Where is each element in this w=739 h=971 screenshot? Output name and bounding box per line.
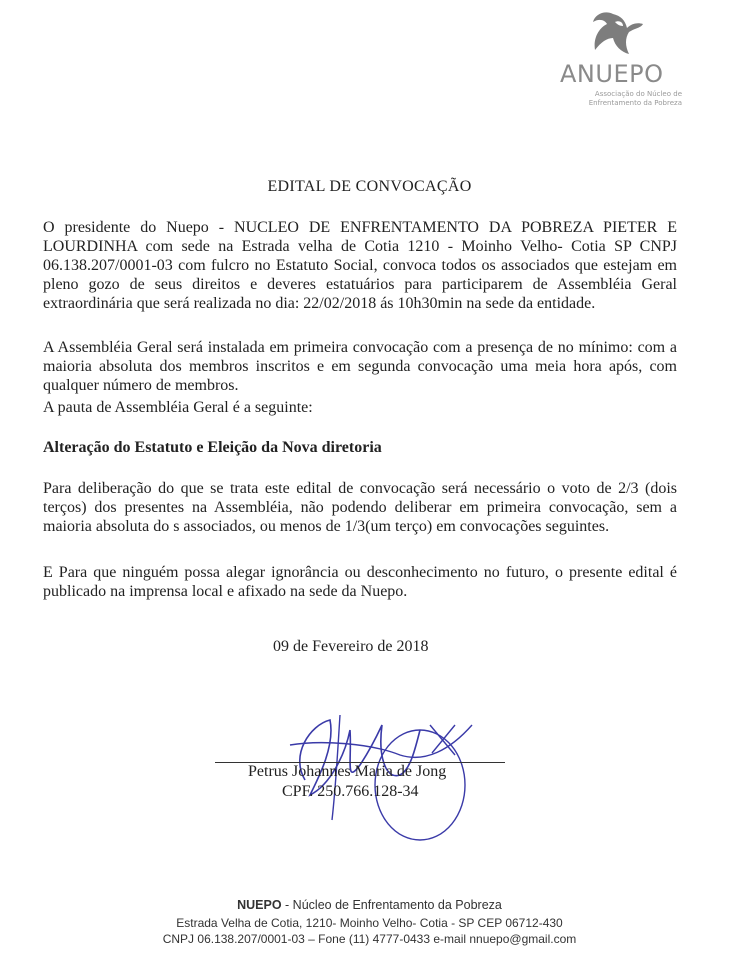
paragraph-publication: E Para que ninguém possa alegar ignorância ou desconhecimento no futuro, o presente edital é publicado na imprensa local e afixado na sede da Nuepo.	[43, 564, 677, 600]
paragraph-deliberation: Para deliberação do que se trata este edital de convocação será necessário o voto de 2/3 (dois terços) dos presentes na Assembléia, não podendo deliberar em primeira convocação, sem a maioria absoluta do s associados, ou menos de 1/3(um terço) em convocações seguintes.	[43, 480, 677, 535]
signer-cpf: CPF. 250.766.128-34	[282, 783, 419, 800]
paragraph-convocation: O presidente do Nuepo - NUCLEO DE ENFRENTAMENTO DA POBREZA PIETER E LOURDINHA com sede na Estrada velha de Cotia 1210 - Moinho Velho- Cotia SP CNPJ 06.138.207/0001-03 com fulcro no Estatuto Social, convoca todos os associados que estejam em pleno gozo de seus direitos e deveres estatuários para participarem de Assembléia Geral extraordinária que será realizada no dia: 22/02/2018 ás 10h30min na sede da entidade.	[43, 219, 677, 312]
footer-address: Estrada Velha de Cotia, 1210- Moinho Velho- Cotia - SP CEP 06712-430	[176, 916, 563, 930]
logo-subtitle-line1: Associação do Núcleo de	[594, 90, 682, 98]
logo-subtitle	[557, 90, 682, 108]
logo-subtitle-line2: Enfrentamento da Pobreza	[588, 99, 682, 107]
footer-contact: CNPJ 06.138.207/0001-03 – Fone (11) 4777-0433 e-mail nnuepo@gmail.com	[162, 932, 577, 946]
paragraph-agenda-intro: A pauta de Assembléia Geral é a seguinte:	[43, 399, 313, 416]
signer-name: Petrus Johannes Maria de Jong	[248, 763, 447, 780]
document-title: EDITAL DE CONVOCAÇÃO	[267, 178, 472, 195]
organization-logo	[555, 8, 685, 108]
footer-organization	[0, 898, 739, 912]
document-date: 09 de Fevereiro de 2018	[273, 638, 429, 655]
paragraph-installation: A Assembléia Geral será instalada em primeira convocação com a presença de no mínimo: com a maioria absoluta dos membros inscritos e em segunda convocação uma meia hora após, com qualquer número de membros.	[43, 339, 677, 394]
agenda-heading: Alteração do Estatuto e Eleição da Nova diretoria	[43, 439, 382, 456]
logo-wordmark: ANUEPO	[560, 60, 664, 88]
dove-logo-icon	[585, 8, 645, 63]
footer-org-acronym: NUEPO	[237, 898, 282, 912]
footer-org-name: - Núcleo de Enfrentamento da Pobreza	[281, 898, 502, 912]
